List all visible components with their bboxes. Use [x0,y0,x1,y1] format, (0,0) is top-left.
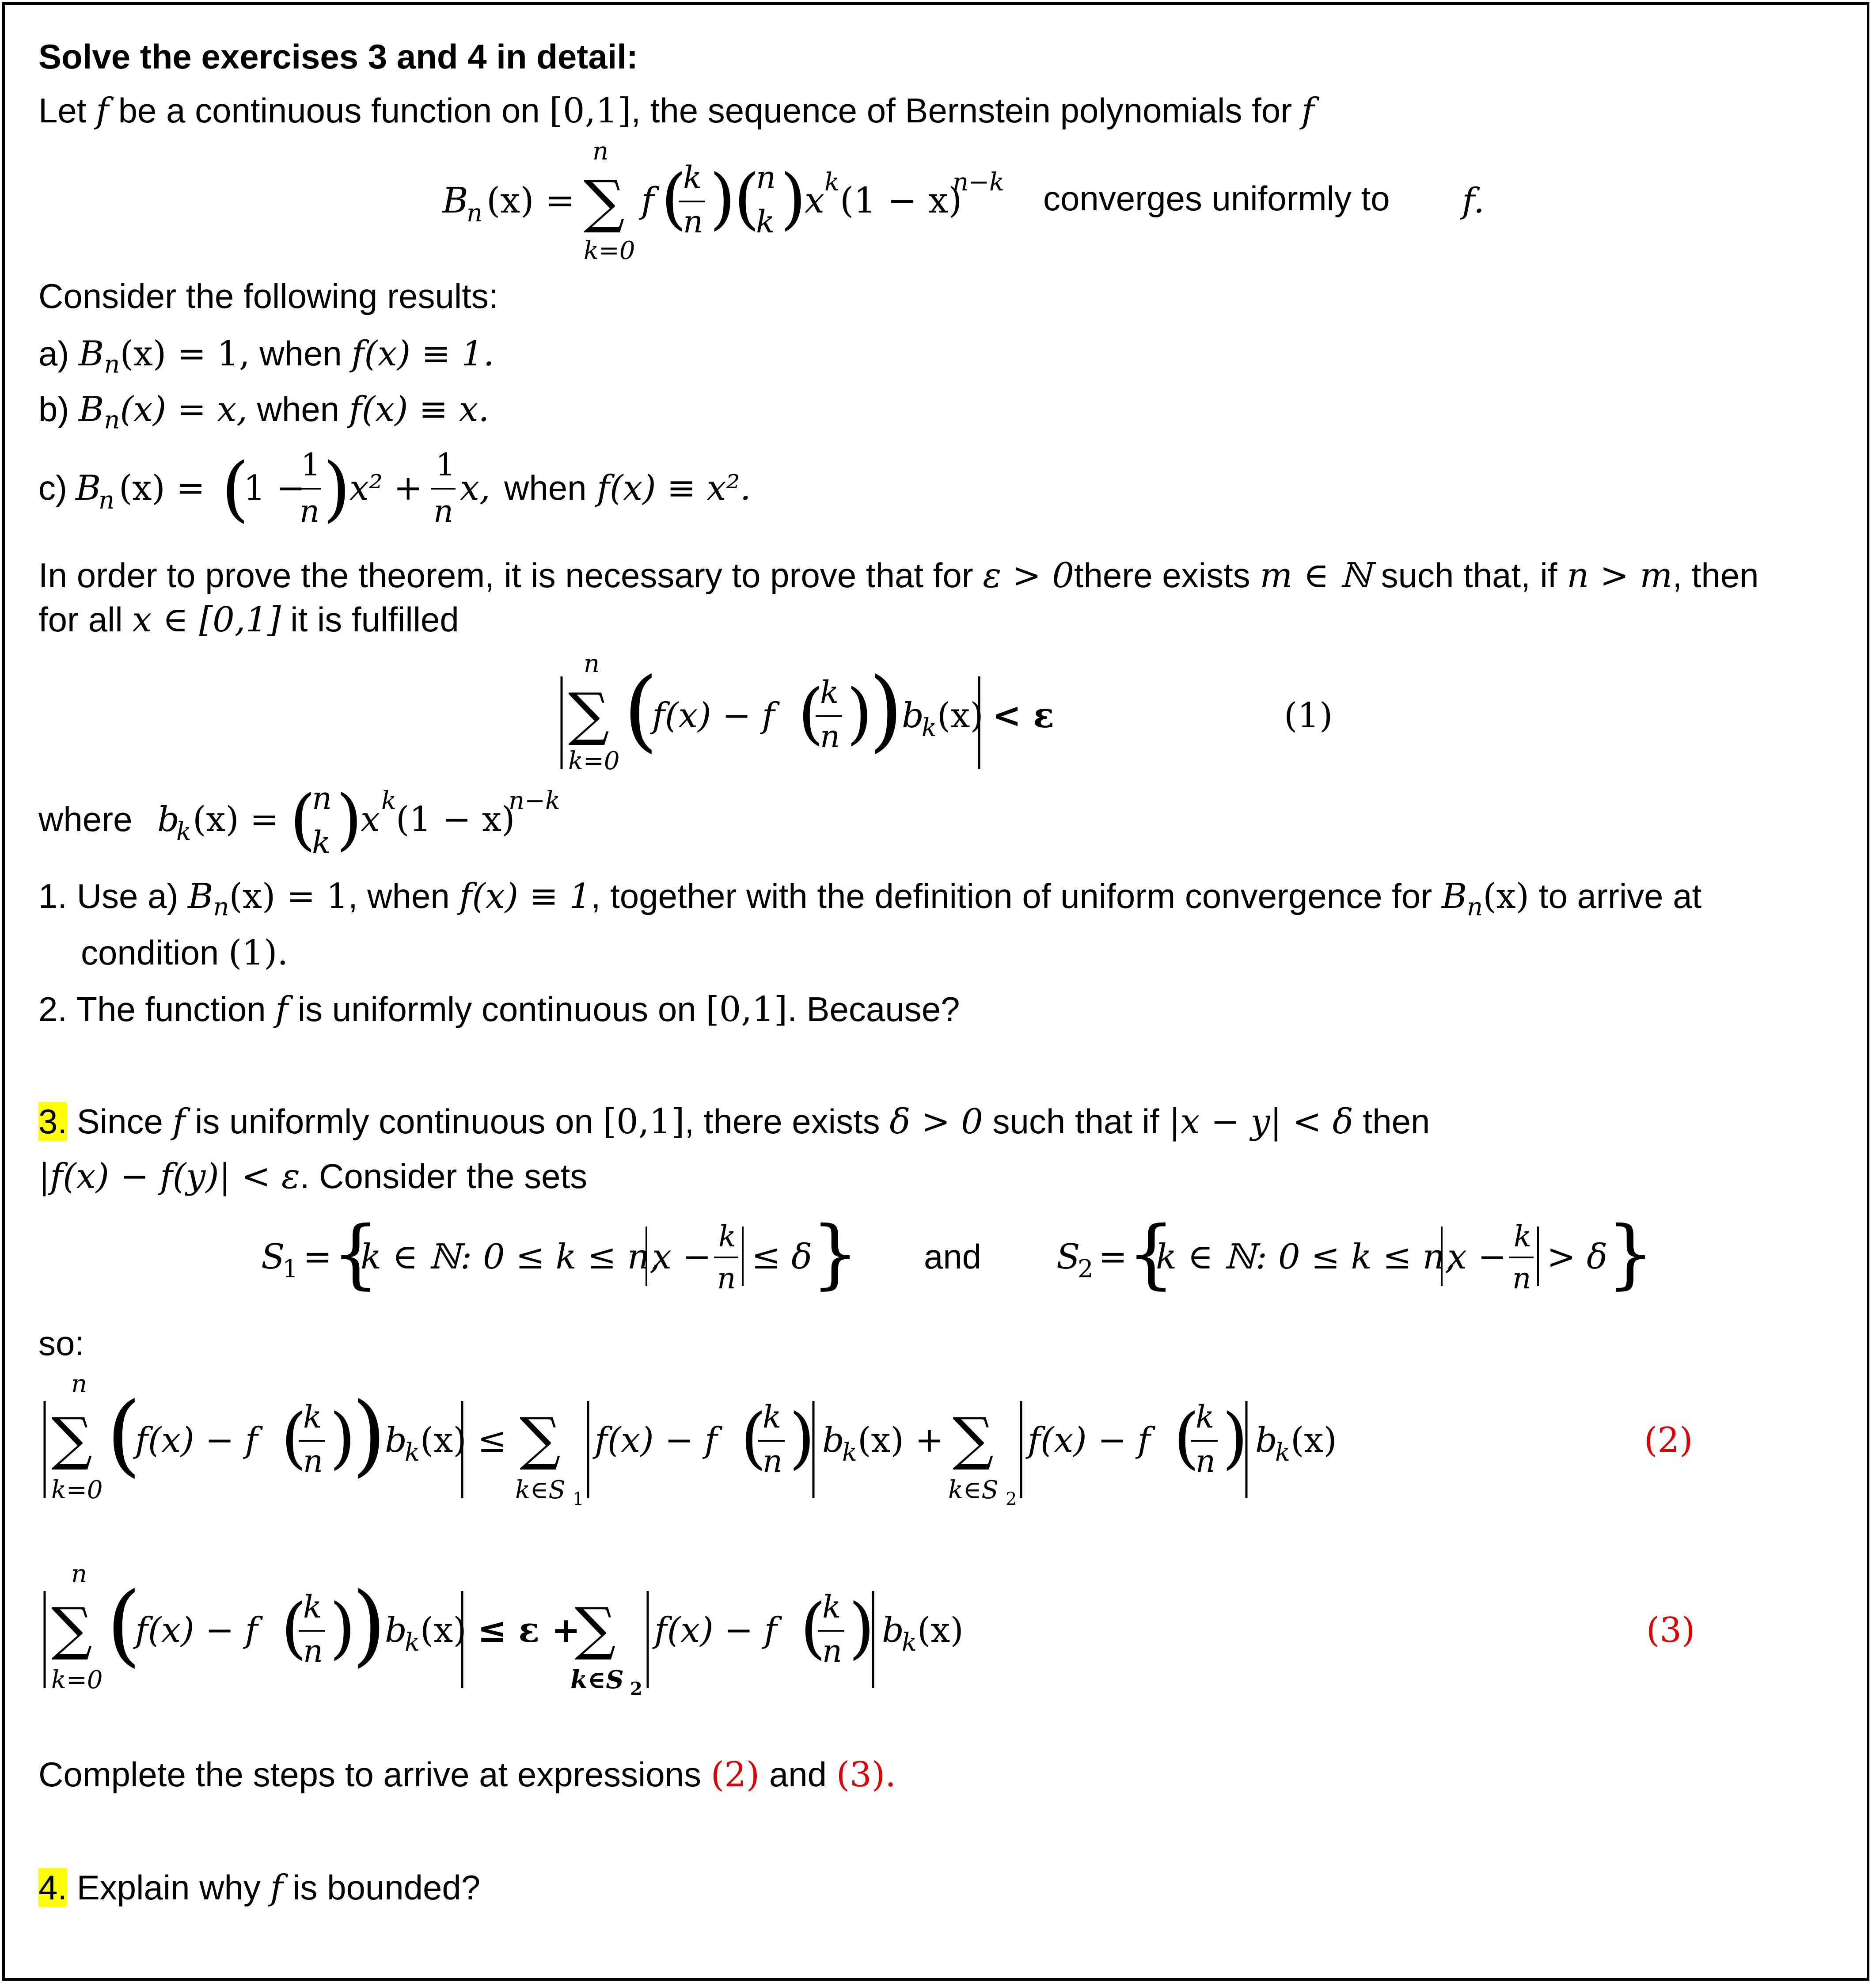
item1-a: 1. Use a) [38,877,188,915]
eq3-b: b [385,1610,407,1650]
where-definition [36,782,654,871]
item3-m3: |f(x) − f(y)| < ε [38,1157,300,1196]
s1-brace-l: { [332,1210,380,1298]
eq3-barg2: (x) [917,1610,964,1650]
item-4 [38,1868,481,1908]
eq2-fx2: f(x) − f [595,1420,718,1460]
item1-sub2: n [1467,892,1483,922]
bern-sup-k: k [824,168,839,197]
eq2-label: (2) [1644,1420,1693,1460]
result-b [38,392,489,433]
eq2-barg2: (x) [858,1420,904,1460]
result-b-rhs: (x) = x, [120,390,248,429]
where-eq: (x) = [193,800,279,839]
item-3-line-1 [38,1102,1430,1142]
s2-n: n [1512,1261,1531,1295]
eq2-b: b [385,1420,407,1460]
order-t6: it is fulfilled [281,600,459,639]
sum-sign: ∑ [584,168,625,235]
eq2-k3: k [1196,1399,1215,1435]
order-line-2 [38,600,459,640]
complete-t1: Complete the steps to arrive at expressions [38,1755,711,1794]
eq2-bsub3: k [1275,1438,1290,1467]
bern-x: x [805,180,825,221]
item3-t2: is uniformly continuous on [185,1102,603,1141]
item1-xeq1: (x) = 1 [229,877,348,916]
result-c-sub: n [99,486,115,515]
item4-t2: is bounded? [283,1868,481,1907]
intro-interval: [0,1] [549,91,631,131]
s2-symbol: S [1056,1237,1080,1277]
s1-k: k [718,1219,736,1253]
eq1-sum: ∑ [568,680,609,748]
binom-r: ) [780,160,806,237]
s1-x: x − [652,1237,712,1277]
bern-text: converges uniformly to [1043,179,1390,218]
eq2-big-l: ( [106,1383,141,1486]
s2-brace-l: { [1127,1210,1175,1298]
binom-k: k [756,204,775,240]
eq2-n: n [303,1443,323,1479]
eq3-sum2-label: k∈S [570,1665,624,1694]
s1-symbol: S [261,1237,285,1277]
s1-n: n [717,1261,736,1295]
item3-t6: . Consider the sets [300,1157,588,1196]
order-t4: , then [1672,556,1759,595]
s2-body: k ∈ ℕ: 0 ≤ k ≤ n, [1156,1237,1456,1277]
result-c-x: x, [460,468,490,508]
order-t5: for all [38,600,133,639]
result-c-x2: x² + [349,468,423,508]
order-m2: m ∈ ℕ [1260,556,1371,596]
item1-bn: B [188,877,213,916]
intro-text-3: , the sequence of Bernstein polynomials for [631,91,1302,130]
eq2-sum2: ∑ [953,1405,994,1472]
eq1-n: n [820,718,840,755]
s1-sub: 1 [282,1255,298,1283]
s2-x: x − [1447,1237,1507,1277]
item1-e: condition [81,933,228,972]
eq2-sum: ∑ [51,1405,92,1472]
where-binom-l: ( [290,781,316,858]
intro-f: f [96,91,109,131]
eq3-paren-r: ) [330,1590,356,1667]
eq2-big-r: ) [352,1383,387,1486]
eq3-big-r: ) [352,1573,387,1676]
result-c-den: n [300,493,320,529]
eq2-sum2-label: k∈S [948,1476,999,1504]
paren-r: ) [710,160,736,237]
intro-text-1: Let [38,91,96,130]
s1-brace-r: } [811,1210,859,1298]
eq2-paren-l2: ( [741,1400,767,1477]
eq3-k2: k [822,1589,841,1625]
eq1-k: k [820,674,839,710]
where-tail: (1 − x) [396,800,515,839]
s2-sub: 2 [1078,1255,1094,1283]
order-m4: x ∈ [0,1] [132,600,281,640]
bn-arg: (x) = [486,180,575,221]
so-text: so: [38,1324,85,1363]
frac-n: n [683,204,703,240]
eq2-top: n [71,1370,87,1398]
eq3-barg: (x) [420,1610,467,1650]
result-c-cond: f(x) ≡ x². [597,468,751,508]
eq3-sum2-sub: 2 [630,1678,642,1699]
result-c-paren-l: ( [221,447,249,530]
item1-f: (1). [228,933,289,973]
complete-t3: . [885,1755,896,1795]
item1-b: , when [348,877,460,915]
bn-sub: n [467,199,483,228]
order-m1: ε > 0 [983,556,1074,596]
eq2-bsub: k [405,1438,420,1467]
eq2-k: k [303,1399,322,1435]
result-b-label: b) [38,390,79,429]
eq1-lt: < ε [992,695,1054,736]
result-c-label: c) [38,468,67,507]
item4-f: f [270,1868,283,1908]
item3-interval: [0,1] [603,1102,685,1142]
result-b-bn: B [79,390,104,429]
eq2-le: ≤ [478,1420,507,1460]
complete-t2: and [760,1755,836,1794]
item3-t1: Since [67,1102,173,1141]
eq3-top: n [71,1560,87,1588]
item1-d: to arrive at [1529,877,1702,915]
s1-eq: = [303,1237,332,1277]
item-1-line-1 [38,879,1701,920]
eq2-paren-r: ) [330,1400,356,1477]
sum-bottom: k=0 [584,236,635,265]
intro-text-2: be a continuous function on [108,91,550,130]
eq2-k2: k [763,1399,782,1435]
sum-top: n [592,137,609,166]
eq3-paren-l2: ( [800,1590,826,1667]
intro-f-end: f [1301,91,1314,131]
bern-f: f [641,180,654,221]
result-c-num2: 1 [436,447,456,483]
bern-f-end [1462,181,1485,221]
result-a-when: when [250,334,352,373]
eq3-bsub: k [405,1628,420,1657]
eq3-k: k [303,1589,322,1625]
eq3-sum2: ∑ [575,1595,616,1662]
item3-number-highlight: 3. [38,1102,68,1141]
bern-f-end-text: f. [1462,181,1485,221]
item-2 [38,992,960,1027]
eq2-n3: n [1196,1443,1216,1479]
eq3-fx: f(x) − f [135,1610,258,1650]
result-a-sub: n [104,350,120,379]
where-sup-nk: n−k [509,786,560,815]
intro-line [38,91,1314,131]
eq3-paren-l: ( [281,1590,307,1667]
s2-eq: = [1098,1237,1128,1277]
eq1-paren-l: ( [798,675,824,752]
result-a-bn: B [79,334,104,374]
eq3-label: (3) [1646,1610,1695,1650]
binom-n: n [756,159,776,196]
eq2-sum1: ∑ [520,1405,561,1472]
item3-f: f [172,1102,186,1142]
eq3-n2: n [822,1633,843,1669]
heading: Solve the exercises 3 and 4 in detail: [38,37,638,76]
result-c-num: 1 [301,447,321,483]
frac-k: k [683,159,702,196]
bn-symbol: B [442,180,468,221]
item3-t3: , there exists [684,1102,890,1141]
eq3-bsub2: k [902,1628,917,1657]
s2-brace-r: } [1606,1210,1655,1298]
eq2-b3: b [1255,1420,1277,1460]
eq2-paren-l3: ( [1173,1400,1200,1477]
equation-1 [553,646,1392,787]
eq1-big-r: ) [869,659,904,762]
complete-ref-2: (2) [710,1755,760,1795]
eq1-paren-r: ) [847,675,873,752]
where-sup-k: k [381,786,396,815]
item1-sub: n [213,892,229,922]
complete-ref-3: (3) [836,1755,885,1795]
where-binom-k: k [312,824,331,861]
order-t1: In order to prove the theorem, it is necessary to prove that for [38,556,983,595]
eq2-bsub2: k [842,1438,857,1467]
result-b-sub: n [104,406,120,435]
eq2-n2: n [763,1443,783,1479]
item-1-line-2 [81,933,289,973]
where-text: where [38,800,133,839]
item4-t1: Explain why [67,1868,270,1907]
eq2-paren-r3: ) [1222,1400,1248,1477]
sets-and: and [924,1237,982,1276]
item3-m1: δ > 0 [889,1102,983,1142]
s2-gt: > δ [1547,1237,1608,1277]
order-m3: n > m [1567,556,1673,596]
eq1-barg: (x) [937,696,984,736]
where-bsub: k [176,817,191,846]
where-binom-r: ) [336,781,362,858]
eq2-sum1-label: k∈S [515,1476,566,1504]
eq3-le-eps: ≤ ε + [478,1610,581,1650]
order-t3: such that, if [1371,556,1567,595]
eq2-paren-l: ( [281,1400,307,1477]
paren-l: ( [661,160,687,237]
item3-t4: such that if [983,1102,1169,1141]
eq2-b2: b [822,1420,844,1460]
result-b-when: when [247,390,349,429]
eq1-big-l: ( [623,659,658,762]
eq2-paren-r2: ) [789,1400,815,1477]
eq2-fx: f(x) − f [135,1420,258,1460]
eq3-sum: ∑ [51,1595,92,1662]
sets-definition [252,1207,1666,1313]
eq2-barg3: (x) [1291,1420,1337,1460]
complete-line [38,1755,896,1795]
eq3-paren-r2: ) [849,1590,875,1667]
eq1-b: b [902,696,924,736]
result-a-label: a) [38,334,79,373]
item3-m2: |x − y| < δ [1169,1102,1353,1142]
eq2-sum2-sub: 2 [1006,1489,1017,1509]
order-line-1 [38,556,1759,596]
eq3-big-l: ( [106,1573,141,1676]
document-frame [2,2,1869,1981]
eq2-fx3: f(x) − f [1028,1420,1151,1460]
bern-sup-nk: n−k [953,168,1004,197]
result-b-cond: f(x) ≡ x. [349,390,490,429]
eq3-bottom: k=0 [51,1666,103,1694]
item3-t5: then [1353,1102,1430,1141]
eq3-n: n [303,1633,323,1669]
item1-feq1: f(x) ≡ 1 [459,877,591,916]
result-c-paren-r: ) [323,447,351,530]
item-3-line-2 [38,1159,587,1194]
eq2-sum1-sub: 1 [573,1489,584,1509]
eq2-barg: (x) [420,1420,467,1460]
s1-le: ≤ δ [752,1237,813,1277]
item1-c: , together with the definition of uniform convergence for [591,877,1442,915]
eq2-bottom: k=0 [51,1476,103,1504]
result-c-when: when [504,468,587,507]
result-c [36,442,831,544]
eq1-label: (1) [1284,696,1333,736]
eq1-fx: f(x) − f [652,696,775,736]
item4-number-highlight: 4. [38,1868,68,1907]
item1-bn2: B [1441,877,1467,916]
result-c-arg: (x) = [119,468,205,508]
eq3-fx2: f(x) − f [654,1610,777,1650]
eq2-plus: + [915,1420,944,1460]
result-c-one: 1 − [243,468,305,508]
item2-b: is uniformly continuous on [288,990,706,1029]
result-a [38,336,494,377]
item2-f: f [275,990,289,1029]
eq1-bsub: k [922,714,937,742]
where-b: b [157,800,179,839]
s1-body: k ∈ ℕ: 0 ≤ k ≤ n, [361,1237,661,1277]
item1-xarg: (x) [1483,877,1530,916]
result-c-bn: B [76,468,101,508]
item2-c: . Because? [787,990,960,1029]
bern-tail: (1 − x) [840,180,962,221]
where-x: x [361,800,380,839]
equation-3 [36,1560,1847,1710]
result-a-rhs: (x) = 1, [120,334,250,374]
result-c-den2: n [433,493,454,529]
consider-text: Consider the following results: [38,277,498,315]
binom-l: ( [734,160,760,237]
equation-2 [36,1370,1847,1520]
bernstein-formula [429,137,1390,270]
item2-a: 2. The function [38,990,276,1029]
order-t2: there exists [1074,556,1260,595]
eq3-b2: b [882,1610,904,1650]
item2-interval: [0,1] [706,990,788,1029]
s2-k: k [1514,1219,1531,1253]
where-binom-n: n [312,780,332,816]
result-a-cond: f(x) ≡ 1. [351,334,494,374]
eq1-bottom: k=0 [568,747,620,775]
eq1-top: n [584,649,600,678]
